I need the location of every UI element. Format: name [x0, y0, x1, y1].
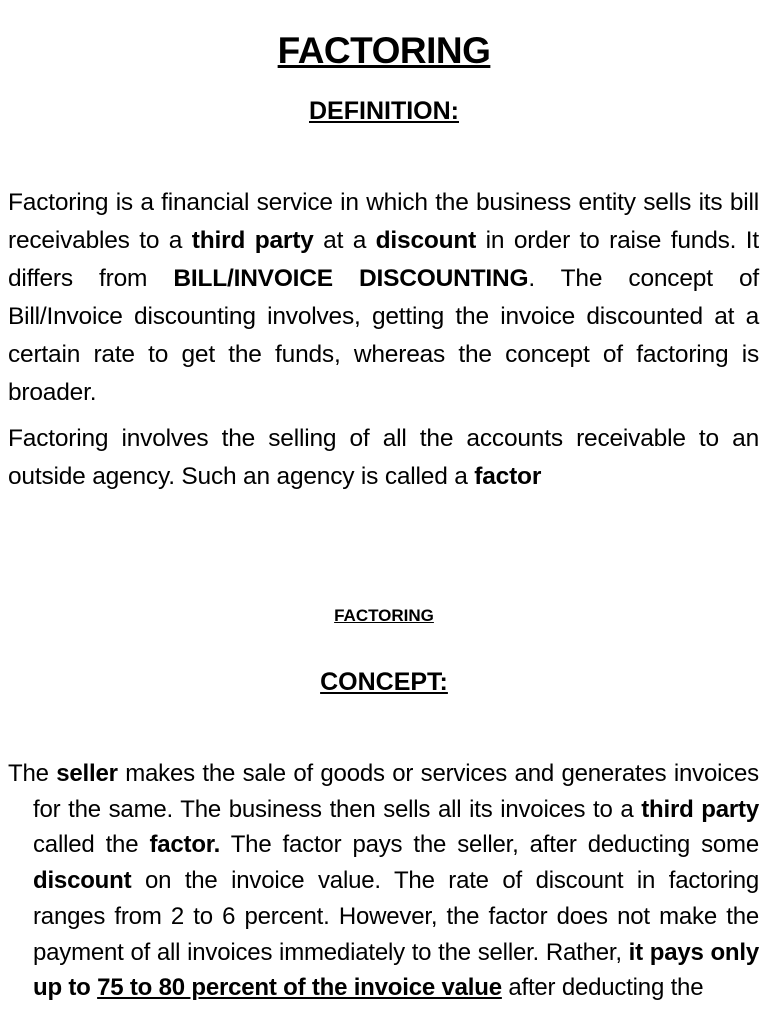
- body-text: in order to raise funds. It differs from: [8, 227, 760, 292]
- emphasis-text: factor.: [149, 831, 221, 859]
- body-text: called the: [33, 831, 150, 859]
- body-text: at a: [313, 227, 376, 254]
- body-text: makes the sale of goods or services and generates invoices for the same. The business then sells all its invoices to a: [33, 760, 759, 823]
- body-text: after deducting the: [501, 974, 704, 1002]
- body-text: on the invoice value. The rate of discount in factoring ranges from 2 to 6 percent. However, the factor does not make the payment of all invoices immediately to the seller. Rather,: [33, 867, 759, 966]
- emphasis-text: discount: [375, 227, 477, 254]
- body-text: Factoring is a financial service in which the business entity sells its bill receivables to a: [8, 189, 759, 254]
- body-text: Factoring involves the selling of all the accounts receivable to an outside agency. Such an agency is called a: [8, 425, 759, 490]
- emphasis-text: third party: [191, 227, 314, 254]
- emphasis-text: seller: [56, 760, 118, 787]
- body-text: The: [8, 760, 57, 787]
- slide-title-small: FACTORING: [334, 606, 434, 625]
- factor-paragraph: [8, 420, 759, 496]
- slide-concept: [0, 596, 768, 1024]
- definition-paragraph: [8, 184, 759, 412]
- concept-heading: CONCEPT:: [320, 668, 448, 696]
- definition-heading: DEFINITION:: [309, 97, 459, 125]
- slide-title: FACTORING: [277, 30, 491, 71]
- body-text: The factor pays the seller, after deducting some: [220, 831, 759, 859]
- emphasis-text: third party: [641, 795, 759, 823]
- body-text: . The concept of Bill/Invoice discounting involves, getting the invoice discounted at a certain rate to get the funds, whereas the concept of factoring is broader.: [8, 265, 759, 406]
- emphasis-text: 75 to 80 percent of the invoice value: [97, 974, 502, 1002]
- emphasis-text: it pays only up to: [33, 938, 759, 1002]
- emphasis-text: factor: [474, 463, 542, 490]
- emphasis-text: BILL/INVOICE DISCOUNTING: [173, 265, 529, 292]
- concept-paragraph: [8, 756, 759, 1006]
- emphasis-text: discount: [33, 867, 132, 895]
